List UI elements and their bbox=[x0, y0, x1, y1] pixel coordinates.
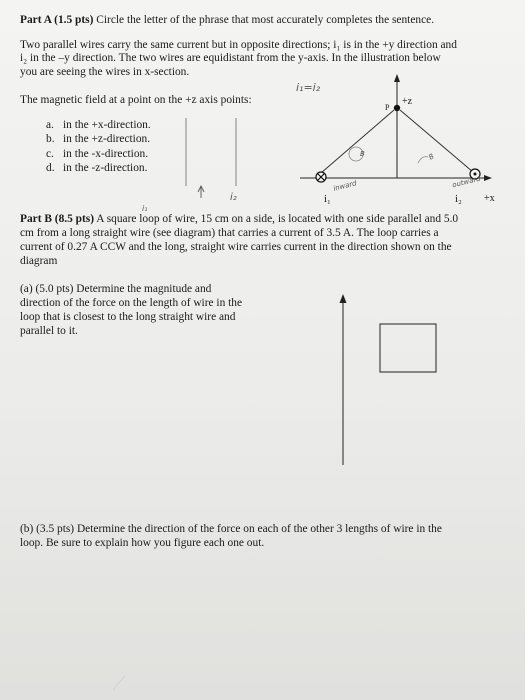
part-b-body-line-3: current of 0.27 A CCW and the long, straight wire carries current in the direction shown on the bbox=[20, 241, 452, 253]
option-a-letter[interactable]: a. bbox=[46, 119, 54, 131]
part-b-a-line-4: parallel to it. bbox=[20, 325, 78, 337]
wire1-label: i₁ bbox=[324, 193, 331, 205]
part-b-body-line-1: A square loop of wire, 15 cm on a side, is located with one side parallel and 5.0 bbox=[96, 213, 459, 225]
part-b-heading: Part B (8.5 pts) bbox=[20, 213, 95, 225]
handwritten-outward: outward bbox=[451, 174, 482, 190]
part-b-a-line-1: (a) (5.0 pts) Determine the magnitude and bbox=[20, 283, 212, 295]
handwritten-b-left: B bbox=[360, 150, 365, 158]
z-axis-label: +z bbox=[402, 96, 413, 107]
part-a-question: The magnetic field at a point on the +z axis points: bbox=[20, 94, 252, 106]
option-c-text: in the -x-direction. bbox=[63, 148, 149, 160]
wire2-label: i₂ bbox=[455, 193, 462, 205]
handwritten-b-right: B bbox=[427, 152, 436, 162]
option-b-text: in the +z-direction. bbox=[63, 133, 151, 145]
option-b-letter[interactable]: b. bbox=[46, 133, 55, 145]
part-b-a-line-3: loop that is closest to the long straight wire and bbox=[20, 311, 236, 323]
option-c-letter[interactable]: c. bbox=[46, 148, 54, 160]
part-b-b-line-2: loop. Be sure to explain how you figure each one out. bbox=[20, 537, 265, 549]
handwritten-equal-note: i₁=i₂ bbox=[296, 81, 321, 94]
option-d-letter[interactable]: d. bbox=[46, 162, 55, 174]
handwritten-i1: i₁ bbox=[142, 204, 148, 213]
option-a-text: in the +x-direction. bbox=[63, 119, 151, 131]
current-direction-arrow-icon bbox=[340, 294, 347, 303]
handwritten-i2: i₂ bbox=[230, 192, 237, 203]
x-axis-label: +x bbox=[484, 193, 495, 204]
part-a-body-line-2: i₂ in the –y direction. The two wires are equidistant from the y-axis. In the illustration below bbox=[20, 52, 441, 64]
square-loop bbox=[380, 324, 436, 372]
part-a-body-line-3: you are seeing the wires in x-section. bbox=[20, 66, 190, 78]
part-a-heading: Part A (1.5 pts) bbox=[20, 14, 94, 26]
part-a-body-line-1: Two parallel wires carry the same current but in opposite directions; i₁ is in the +y direction and bbox=[20, 39, 457, 51]
option-d-text: in the -z-direction. bbox=[63, 162, 148, 174]
faint-pencil-mark bbox=[113, 676, 125, 690]
part-b-body-line-2: cm from a long straight wire (see diagram) that carries a current of 3.5 A. The loop carries a bbox=[20, 227, 439, 239]
handwritten-inward: inward bbox=[332, 179, 358, 193]
part-a-prompt: Circle the letter of the phrase that most accurately completes the sentence. bbox=[96, 14, 435, 26]
part-b-body-line-4: diagram bbox=[20, 255, 58, 267]
part-b-b-line-1: (b) (3.5 pts) Determine the direction of the force on each of the other 3 lengths of wire in the bbox=[20, 523, 442, 535]
part-b-a-line-2: direction of the force on the length of wire in the bbox=[20, 297, 243, 309]
point-p-label: P bbox=[385, 103, 390, 112]
